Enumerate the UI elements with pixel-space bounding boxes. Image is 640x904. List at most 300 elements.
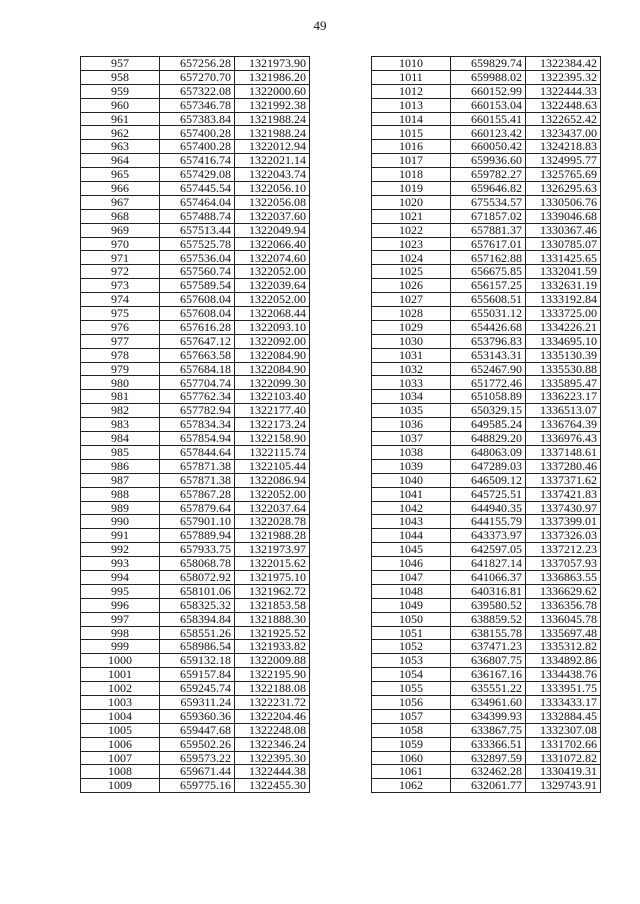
x-coordinate-cell: 659245.74	[160, 682, 235, 696]
x-coordinate-cell: 657867.28	[160, 487, 235, 501]
x-coordinate-cell: 675534.57	[451, 195, 526, 209]
x-coordinate-cell: 657871.38	[160, 459, 235, 473]
y-coordinate-cell: 1325765.69	[526, 168, 601, 182]
point-number-cell: 998	[81, 626, 160, 640]
y-coordinate-cell: 1335530.88	[526, 362, 601, 376]
y-coordinate-cell: 1323437.00	[526, 126, 601, 140]
point-number-cell: 1048	[372, 584, 451, 598]
table-row	[81, 195, 310, 209]
x-coordinate-cell: 641066.37	[451, 570, 526, 584]
x-coordinate-cell: 652467.90	[451, 362, 526, 376]
table-row	[372, 140, 601, 154]
point-number-cell: 1005	[81, 723, 160, 737]
y-coordinate-cell: 1322056.08	[235, 195, 310, 209]
table-row	[81, 570, 310, 584]
point-number-cell: 1043	[372, 515, 451, 529]
point-number-cell: 1004	[81, 709, 160, 723]
y-coordinate-cell: 1330785.07	[526, 237, 601, 251]
y-coordinate-cell: 1322066.40	[235, 237, 310, 251]
y-coordinate-cell: 1322105.44	[235, 459, 310, 473]
x-coordinate-cell: 657933.75	[160, 543, 235, 557]
y-coordinate-cell: 1322084.90	[235, 362, 310, 376]
x-coordinate-cell: 635551.22	[451, 682, 526, 696]
x-coordinate-cell: 660153.04	[451, 98, 526, 112]
y-coordinate-cell: 1324995.77	[526, 154, 601, 168]
y-coordinate-cell: 1321925.52	[235, 626, 310, 640]
y-coordinate-cell: 1331425.65	[526, 251, 601, 265]
point-number-cell: 961	[81, 112, 160, 126]
point-number-cell: 1006	[81, 737, 160, 751]
x-coordinate-cell: 657663.58	[160, 348, 235, 362]
y-coordinate-cell: 1321988.24	[235, 126, 310, 140]
y-coordinate-cell: 1332307.08	[526, 723, 601, 737]
y-coordinate-cell: 1324218.83	[526, 140, 601, 154]
point-number-cell: 1026	[372, 279, 451, 293]
table-row	[81, 84, 310, 98]
y-coordinate-cell: 1322021.14	[235, 154, 310, 168]
table-row	[81, 779, 310, 793]
x-coordinate-cell: 657879.64	[160, 501, 235, 515]
table-row	[81, 348, 310, 362]
y-coordinate-cell: 1321853.58	[235, 598, 310, 612]
table-row	[372, 418, 601, 432]
y-coordinate-cell: 1332041.59	[526, 265, 601, 279]
point-number-cell: 1017	[372, 154, 451, 168]
table-row	[372, 265, 601, 279]
table-row	[81, 362, 310, 376]
table-row	[372, 112, 601, 126]
x-coordinate-cell: 658068.78	[160, 557, 235, 571]
x-coordinate-cell: 660123.42	[451, 126, 526, 140]
y-coordinate-cell: 1331072.82	[526, 751, 601, 765]
x-coordinate-cell: 659502.26	[160, 737, 235, 751]
x-coordinate-cell: 660152.99	[451, 84, 526, 98]
x-coordinate-cell: 640316.81	[451, 584, 526, 598]
table-row	[81, 57, 310, 71]
table-row	[372, 404, 601, 418]
point-number-cell: 1031	[372, 348, 451, 362]
x-coordinate-cell: 657429.08	[160, 168, 235, 182]
point-number-cell: 958	[81, 70, 160, 84]
table-row	[372, 459, 601, 473]
table-row	[372, 362, 601, 376]
x-coordinate-cell: 646509.12	[451, 473, 526, 487]
y-coordinate-cell: 1337280.46	[526, 459, 601, 473]
point-number-cell: 1044	[372, 529, 451, 543]
y-coordinate-cell: 1322231.72	[235, 695, 310, 709]
point-number-cell: 1012	[372, 84, 451, 98]
table-row	[372, 737, 601, 751]
x-coordinate-cell: 633867.75	[451, 723, 526, 737]
point-number-cell: 1028	[372, 307, 451, 321]
point-number-cell: 1035	[372, 404, 451, 418]
x-coordinate-cell: 657871.38	[160, 473, 235, 487]
y-coordinate-cell: 1321975.10	[235, 570, 310, 584]
x-coordinate-cell: 657488.74	[160, 209, 235, 223]
table-row	[81, 293, 310, 307]
x-coordinate-cell: 659829.74	[451, 57, 526, 71]
x-coordinate-cell: 657400.28	[160, 140, 235, 154]
point-number-cell: 999	[81, 640, 160, 654]
point-number-cell: 971	[81, 251, 160, 265]
x-coordinate-cell: 657844.64	[160, 445, 235, 459]
point-number-cell: 959	[81, 84, 160, 98]
x-coordinate-cell: 659646.82	[451, 182, 526, 196]
x-coordinate-cell: 644155.79	[451, 515, 526, 529]
table-row	[372, 668, 601, 682]
table-row	[81, 376, 310, 390]
point-number-cell: 972	[81, 265, 160, 279]
table-row	[81, 182, 310, 196]
point-number-cell: 1059	[372, 737, 451, 751]
y-coordinate-cell: 1334695.10	[526, 334, 601, 348]
y-coordinate-cell: 1322346.24	[235, 737, 310, 751]
point-number-cell: 974	[81, 293, 160, 307]
point-number-cell: 986	[81, 459, 160, 473]
point-number-cell: 1058	[372, 723, 451, 737]
x-coordinate-cell: 647289.03	[451, 459, 526, 473]
table-row	[372, 515, 601, 529]
table-row	[81, 557, 310, 571]
table-row	[81, 445, 310, 459]
table-row	[81, 626, 310, 640]
table-row	[372, 279, 601, 293]
x-coordinate-cell: 659782.27	[451, 168, 526, 182]
point-number-cell: 989	[81, 501, 160, 515]
x-coordinate-cell: 632462.28	[451, 765, 526, 779]
x-coordinate-cell: 657854.94	[160, 432, 235, 446]
point-number-cell: 1051	[372, 626, 451, 640]
table-row	[372, 223, 601, 237]
point-number-cell: 1037	[372, 432, 451, 446]
x-coordinate-cell: 660155.41	[451, 112, 526, 126]
y-coordinate-cell: 1322015.62	[235, 557, 310, 571]
point-number-cell: 1032	[372, 362, 451, 376]
x-coordinate-cell: 650329.15	[451, 404, 526, 418]
y-coordinate-cell: 1322009.88	[235, 654, 310, 668]
point-number-cell: 1016	[372, 140, 451, 154]
x-coordinate-cell: 659988.02	[451, 70, 526, 84]
y-coordinate-cell: 1322444.33	[526, 84, 601, 98]
table-row	[81, 737, 310, 751]
point-number-cell: 1036	[372, 418, 451, 432]
table-row	[372, 570, 601, 584]
y-coordinate-cell: 1322037.60	[235, 209, 310, 223]
point-number-cell: 993	[81, 557, 160, 571]
y-coordinate-cell: 1321962.72	[235, 584, 310, 598]
point-number-cell: 985	[81, 445, 160, 459]
y-coordinate-cell: 1322049.94	[235, 223, 310, 237]
point-number-cell: 976	[81, 320, 160, 334]
table-row	[81, 459, 310, 473]
table-row	[372, 626, 601, 640]
table-row	[81, 237, 310, 251]
y-coordinate-cell: 1322052.00	[235, 293, 310, 307]
x-coordinate-cell: 639580.52	[451, 598, 526, 612]
coordinates-table-left	[80, 56, 310, 793]
table-row	[372, 195, 601, 209]
y-coordinate-cell: 1339046.68	[526, 209, 601, 223]
table-row	[372, 334, 601, 348]
table-row	[81, 654, 310, 668]
y-coordinate-cell: 1322086.94	[235, 473, 310, 487]
table-row	[372, 154, 601, 168]
y-coordinate-cell: 1321888.30	[235, 612, 310, 626]
point-number-cell: 965	[81, 168, 160, 182]
x-coordinate-cell: 657400.28	[160, 126, 235, 140]
table-row	[81, 432, 310, 446]
point-number-cell: 1008	[81, 765, 160, 779]
y-coordinate-cell: 1326295.63	[526, 182, 601, 196]
point-number-cell: 1050	[372, 612, 451, 626]
point-number-cell: 1023	[372, 237, 451, 251]
table-row	[81, 126, 310, 140]
table-row	[372, 390, 601, 404]
table-row	[372, 293, 601, 307]
y-coordinate-cell: 1322652.42	[526, 112, 601, 126]
table-row	[372, 445, 601, 459]
point-number-cell: 1021	[372, 209, 451, 223]
table-row	[372, 84, 601, 98]
table-row	[81, 390, 310, 404]
y-coordinate-cell: 1322158.90	[235, 432, 310, 446]
table-row	[81, 223, 310, 237]
point-number-cell: 1001	[81, 668, 160, 682]
point-number-cell: 1061	[372, 765, 451, 779]
table-row	[372, 432, 601, 446]
x-coordinate-cell: 657346.78	[160, 98, 235, 112]
point-number-cell: 1027	[372, 293, 451, 307]
y-coordinate-cell: 1322444.38	[235, 765, 310, 779]
x-coordinate-cell: 645725.51	[451, 487, 526, 501]
x-coordinate-cell: 632897.59	[451, 751, 526, 765]
table-row	[372, 557, 601, 571]
point-number-cell: 1030	[372, 334, 451, 348]
table-row	[372, 723, 601, 737]
point-number-cell: 980	[81, 376, 160, 390]
y-coordinate-cell: 1330506.76	[526, 195, 601, 209]
point-number-cell: 1040	[372, 473, 451, 487]
point-number-cell: 968	[81, 209, 160, 223]
x-coordinate-cell: 649585.24	[451, 418, 526, 432]
x-coordinate-cell: 659132.18	[160, 654, 235, 668]
y-coordinate-cell: 1322028.78	[235, 515, 310, 529]
y-coordinate-cell: 1335312.82	[526, 640, 601, 654]
point-number-cell: 1042	[372, 501, 451, 515]
point-number-cell: 978	[81, 348, 160, 362]
point-number-cell: 995	[81, 584, 160, 598]
x-coordinate-cell: 657589.54	[160, 279, 235, 293]
table-row	[372, 237, 601, 251]
point-number-cell: 981	[81, 390, 160, 404]
x-coordinate-cell: 657560.74	[160, 265, 235, 279]
table-row	[81, 418, 310, 432]
point-number-cell: 1060	[372, 751, 451, 765]
table-row	[372, 126, 601, 140]
y-coordinate-cell: 1322084.90	[235, 348, 310, 362]
x-coordinate-cell: 657617.01	[451, 237, 526, 251]
table-row	[81, 473, 310, 487]
point-number-cell: 1010	[372, 57, 451, 71]
table-row	[81, 501, 310, 515]
point-number-cell: 1022	[372, 223, 451, 237]
table-row	[372, 376, 601, 390]
table-row	[81, 668, 310, 682]
y-coordinate-cell: 1322455.30	[235, 779, 310, 793]
y-coordinate-cell: 1336513.07	[526, 404, 601, 418]
point-number-cell: 1007	[81, 751, 160, 765]
coordinates-table-right	[371, 56, 601, 793]
table-row	[372, 473, 601, 487]
y-coordinate-cell: 1334226.21	[526, 320, 601, 334]
point-number-cell: 982	[81, 404, 160, 418]
table-row	[81, 765, 310, 779]
y-coordinate-cell: 1336629.62	[526, 584, 601, 598]
x-coordinate-cell: 659447.68	[160, 723, 235, 737]
y-coordinate-cell: 1335895.47	[526, 376, 601, 390]
x-coordinate-cell: 657270.70	[160, 70, 235, 84]
point-number-cell: 1038	[372, 445, 451, 459]
point-number-cell: 977	[81, 334, 160, 348]
table-row	[81, 251, 310, 265]
table-row	[372, 709, 601, 723]
table-row	[372, 695, 601, 709]
x-coordinate-cell: 657881.37	[451, 223, 526, 237]
table-row	[81, 307, 310, 321]
x-coordinate-cell: 657513.44	[160, 223, 235, 237]
point-number-cell: 1003	[81, 695, 160, 709]
x-coordinate-cell: 651058.89	[451, 390, 526, 404]
table-row	[372, 70, 601, 84]
y-coordinate-cell: 1322043.74	[235, 168, 310, 182]
point-number-cell: 964	[81, 154, 160, 168]
y-coordinate-cell: 1322074.60	[235, 251, 310, 265]
point-number-cell: 1054	[372, 668, 451, 682]
table-body-left	[81, 57, 310, 793]
y-coordinate-cell: 1333192.84	[526, 293, 601, 307]
point-number-cell: 1045	[372, 543, 451, 557]
point-number-cell: 990	[81, 515, 160, 529]
table-row	[81, 515, 310, 529]
table-row	[81, 112, 310, 126]
point-number-cell: 992	[81, 543, 160, 557]
x-coordinate-cell: 637471.23	[451, 640, 526, 654]
x-coordinate-cell: 657647.12	[160, 334, 235, 348]
point-number-cell: 1033	[372, 376, 451, 390]
table-row	[372, 348, 601, 362]
point-number-cell: 1039	[372, 459, 451, 473]
table-row	[81, 98, 310, 112]
point-number-cell: 983	[81, 418, 160, 432]
y-coordinate-cell: 1322092.00	[235, 334, 310, 348]
table-row	[81, 751, 310, 765]
y-coordinate-cell: 1336764.39	[526, 418, 601, 432]
point-number-cell: 1000	[81, 654, 160, 668]
table-row	[81, 695, 310, 709]
table-row	[372, 182, 601, 196]
table-row	[81, 487, 310, 501]
point-number-cell: 1019	[372, 182, 451, 196]
y-coordinate-cell: 1335130.39	[526, 348, 601, 362]
point-number-cell: 996	[81, 598, 160, 612]
x-coordinate-cell: 657834.34	[160, 418, 235, 432]
y-coordinate-cell: 1336356.78	[526, 598, 601, 612]
x-coordinate-cell: 659573.22	[160, 751, 235, 765]
table-row	[372, 57, 601, 71]
x-coordinate-cell: 657608.04	[160, 307, 235, 321]
table-row	[81, 265, 310, 279]
table-row	[81, 543, 310, 557]
y-coordinate-cell: 1333725.00	[526, 307, 601, 321]
y-coordinate-cell: 1322052.00	[235, 487, 310, 501]
x-coordinate-cell: 659311.24	[160, 695, 235, 709]
x-coordinate-cell: 657608.04	[160, 293, 235, 307]
table-row	[81, 154, 310, 168]
y-coordinate-cell: 1337148.61	[526, 445, 601, 459]
point-number-cell: 973	[81, 279, 160, 293]
point-number-cell: 1013	[372, 98, 451, 112]
y-coordinate-cell: 1330367.46	[526, 223, 601, 237]
point-number-cell: 963	[81, 140, 160, 154]
table-row	[372, 529, 601, 543]
y-coordinate-cell: 1334892.86	[526, 654, 601, 668]
table-row	[81, 709, 310, 723]
table-row	[372, 98, 601, 112]
table-row	[372, 584, 601, 598]
y-coordinate-cell: 1322037.64	[235, 501, 310, 515]
table-row	[372, 779, 601, 793]
point-number-cell: 988	[81, 487, 160, 501]
table-row	[372, 682, 601, 696]
y-coordinate-cell: 1335697.48	[526, 626, 601, 640]
point-number-cell: 1049	[372, 598, 451, 612]
y-coordinate-cell: 1321988.28	[235, 529, 310, 543]
x-coordinate-cell: 657525.78	[160, 237, 235, 251]
point-number-cell: 1024	[372, 251, 451, 265]
y-coordinate-cell: 1322448.63	[526, 98, 601, 112]
y-coordinate-cell: 1337399.01	[526, 515, 601, 529]
table-row	[372, 543, 601, 557]
y-coordinate-cell: 1321973.90	[235, 57, 310, 71]
x-coordinate-cell: 636167.16	[451, 668, 526, 682]
table-row	[81, 640, 310, 654]
y-coordinate-cell: 1322052.00	[235, 265, 310, 279]
x-coordinate-cell: 642597.05	[451, 543, 526, 557]
point-number-cell: 984	[81, 432, 160, 446]
x-coordinate-cell: 657684.18	[160, 362, 235, 376]
point-number-cell: 1009	[81, 779, 160, 793]
table-row	[372, 487, 601, 501]
y-coordinate-cell: 1321988.24	[235, 112, 310, 126]
x-coordinate-cell: 657464.04	[160, 195, 235, 209]
point-number-cell: 994	[81, 570, 160, 584]
table-row	[81, 279, 310, 293]
y-coordinate-cell: 1337326.03	[526, 529, 601, 543]
y-coordinate-cell: 1333433.17	[526, 695, 601, 709]
table-row	[372, 654, 601, 668]
point-number-cell: 1025	[372, 265, 451, 279]
table-row	[372, 640, 601, 654]
point-number-cell: 970	[81, 237, 160, 251]
x-coordinate-cell: 654426.68	[451, 320, 526, 334]
y-coordinate-cell: 1337371.62	[526, 473, 601, 487]
point-number-cell: 957	[81, 57, 160, 71]
x-coordinate-cell: 659775.16	[160, 779, 235, 793]
x-coordinate-cell: 636807.75	[451, 654, 526, 668]
table-row	[372, 598, 601, 612]
x-coordinate-cell: 659360.36	[160, 709, 235, 723]
y-coordinate-cell: 1337057.93	[526, 557, 601, 571]
